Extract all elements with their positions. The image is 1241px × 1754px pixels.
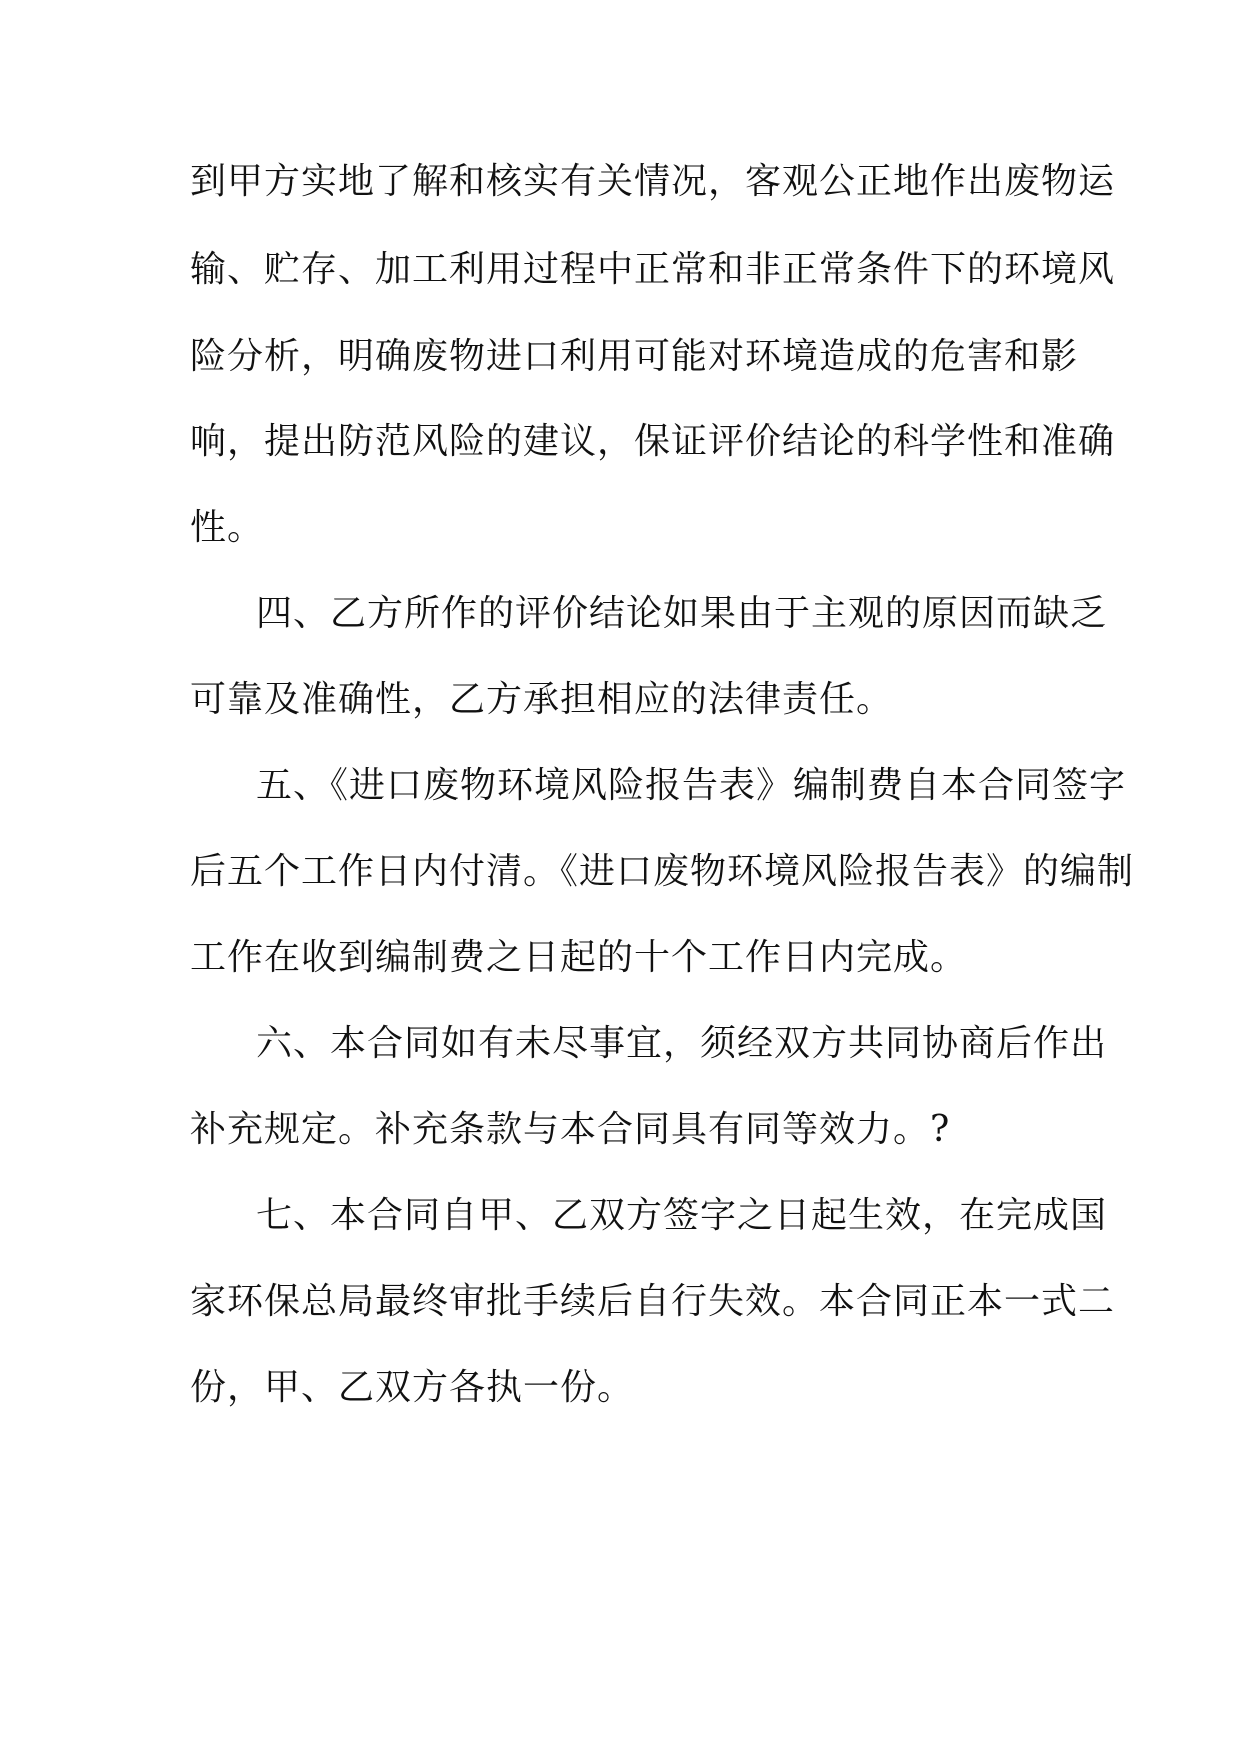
text-line: 后五个工作日内付清。《进口废物环境风险报告表》的编制 — [190, 851, 1135, 892]
paragraph-6-start: 六、本合同如有未尽事宜，须经双方共同协商后作出 — [256, 1023, 1108, 1064]
text-line: 可靠及准确性，乙方承担相应的法律责任。 — [190, 679, 894, 720]
paragraph-5-start: 五、《进口废物环境风险报告表》编制费自本合同签字 — [256, 765, 1127, 806]
text-line: 家环保总局最终审批手续后自行失效。本合同正本一式二 — [190, 1281, 1116, 1322]
text-line: 响，提出防范风险的建议，保证评价结论的科学性和准确 — [190, 421, 1116, 462]
text-line: 性。 — [190, 507, 265, 548]
text-line: 工作在收到编制费之日起的十个工作日内完成。 — [190, 937, 968, 978]
paragraph-7-start: 七、本合同自甲、乙双方签字之日起生效，在完成国 — [256, 1195, 1108, 1236]
text-line: 险分析，明确废物进口利用可能对环境造成的危害和影 — [190, 336, 1079, 377]
text-line: 补充规定。补充条款与本合同具有同等效力。? — [190, 1109, 951, 1150]
paragraph-4-start: 四、乙方所作的评价结论如果由于主观的原因而缺乏 — [256, 593, 1108, 634]
text-line: 输、贮存、加工利用过程中正常和非正常条件下的环境风 — [190, 249, 1116, 290]
text-line: 到甲方实地了解和核实有关情况，客观公正地作出废物运 — [190, 161, 1116, 202]
text-line: 份，甲、乙双方各执一份。 — [190, 1367, 635, 1408]
